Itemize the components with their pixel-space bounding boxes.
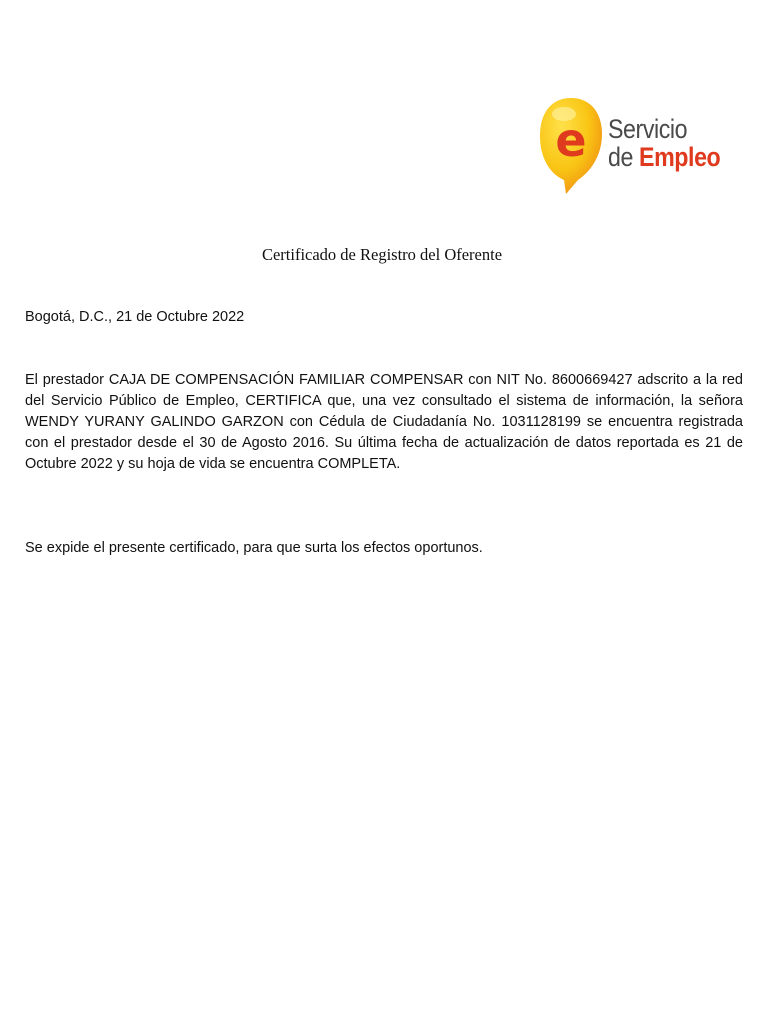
closing-statement: Se expide el presente certificado, para que surta los efectos oportunos.	[25, 540, 483, 556]
logo-wordmark	[608, 116, 739, 171]
document-title: Certificado de Registro del Oferente	[261, 245, 503, 264]
logo-word-de: de	[608, 142, 633, 172]
servicio-de-empleo-logo	[538, 94, 720, 198]
logo-line-servicio: Servicio	[608, 114, 688, 144]
certification-body: El prestador CAJA DE COMPENSACIÓN FAMILIAR COMPENSAR con NIT No. 8600669427 adscrito a la red del Servicio Público de Empleo, CERTIFICA que, una vez consultado el sistema de información, la señora WENDY YURANY GALINDO GARZON con Cédula de Ciudadanía No. 1031128199 se encuentra registrada con el prestador desde el 30 de Agosto 2016. Su última fecha de actualización de datos reportada es 21 de Octubre 2022 y su hoja de vida se encuentra COMPLETA.	[25, 372, 743, 472]
place-and-date: Bogotá, D.C., 21 de Octubre 2022	[25, 309, 245, 325]
logo-letter: e	[555, 113, 587, 167]
logo-word-empleo: Empleo	[639, 142, 721, 172]
logo-line-de-empleo	[608, 144, 720, 171]
logo-e-icon	[538, 94, 604, 198]
